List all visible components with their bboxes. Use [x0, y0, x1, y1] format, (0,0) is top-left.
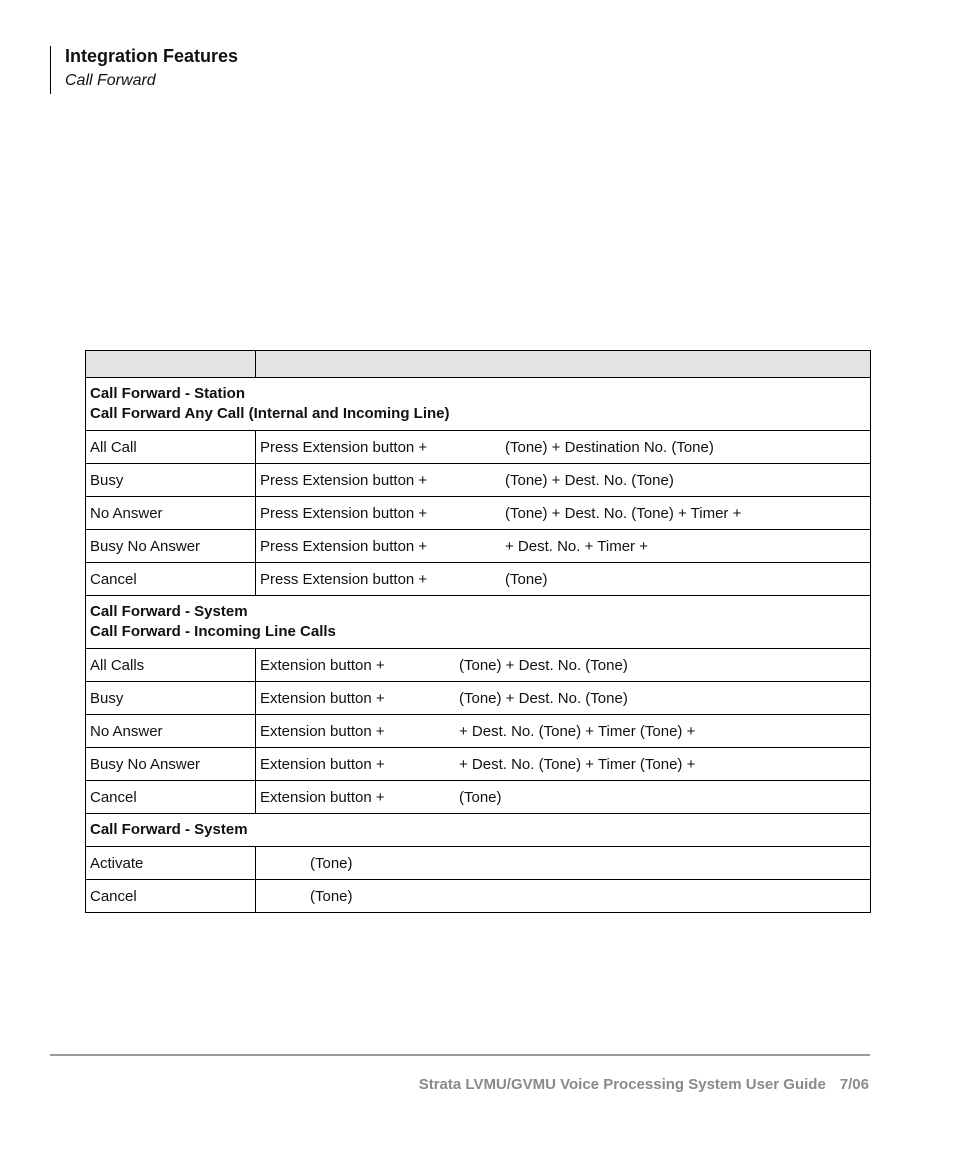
table-row: [86, 682, 871, 715]
procedure-step: Press Extension button +: [260, 471, 428, 489]
procedure-step: Press Extension button +: [260, 537, 428, 555]
table-header-row: [86, 351, 871, 378]
table-row: [86, 715, 871, 748]
header-rule: [50, 46, 51, 94]
procedure-step: (Tone): [310, 887, 353, 905]
row-procedure: [256, 431, 871, 464]
page-title: Integration Features: [65, 46, 239, 66]
procedure-step: Press Extension button +: [260, 438, 428, 456]
row-label: Busy No Answer: [86, 530, 256, 563]
row-label: No Answer: [86, 715, 256, 748]
row-label: Busy No Answer: [86, 748, 256, 781]
procedure-step: Extension button +: [260, 689, 385, 707]
section-title: Call Forward - System: [90, 603, 248, 620]
procedure-step: Press Extension button +: [260, 504, 428, 522]
row-label: Cancel: [86, 781, 256, 814]
procedure-step: Extension button +: [260, 656, 385, 674]
row-label: Busy: [86, 682, 256, 715]
table-row: [86, 847, 871, 880]
row-label: Busy: [86, 464, 256, 497]
procedure-step: Extension button +: [260, 755, 385, 773]
row-procedure: [256, 847, 871, 880]
table-row: [86, 530, 871, 563]
procedure-step: (Tone): [459, 788, 502, 806]
row-label: All Call: [86, 431, 256, 464]
procedure-step: Press Extension button +: [260, 570, 428, 588]
table-row: [86, 748, 871, 781]
procedure-step: (Tone) + Dest. No. (Tone): [459, 656, 628, 674]
section-title: Call Forward - Station: [90, 385, 246, 402]
procedure-step: (Tone) + Destination No. (Tone): [505, 438, 714, 456]
table-row: [86, 880, 871, 913]
procedure-step: (Tone) + Dest. No. (Tone): [459, 689, 628, 707]
row-label: Activate: [86, 847, 256, 880]
section-title: Call Forward - System: [90, 821, 248, 838]
table-header-cell: [256, 351, 871, 378]
procedure-step: + Dest. No. (Tone) + Timer (Tone) +: [459, 722, 696, 740]
row-procedure: [256, 748, 871, 781]
footer-date: 7/06: [839, 1076, 869, 1093]
footer-guide-title: Strata LVMU/GVMU Voice Processing System User Guide: [418, 1076, 826, 1093]
row-procedure: [256, 880, 871, 913]
section-heading-row: [86, 596, 871, 649]
row-procedure: [256, 530, 871, 563]
procedure-step: Extension button +: [260, 788, 385, 806]
row-label: Cancel: [86, 880, 256, 913]
call-forward-table: [85, 350, 871, 913]
row-procedure: [256, 715, 871, 748]
row-procedure: [256, 497, 871, 530]
section-heading-row: [86, 378, 871, 431]
section-heading: [86, 814, 871, 847]
table-row: [86, 497, 871, 530]
procedure-step: (Tone) + Dest. No. (Tone) + Timer +: [505, 504, 742, 522]
table-row: [86, 649, 871, 682]
row-procedure: [256, 649, 871, 682]
section-heading: [86, 378, 871, 431]
procedure-step: (Tone) + Dest. No. (Tone): [505, 471, 674, 489]
table-row: [86, 781, 871, 814]
row-procedure: [256, 563, 871, 596]
procedure-step: (Tone): [505, 570, 548, 588]
table-header-cell: [86, 351, 256, 378]
row-label: Cancel: [86, 563, 256, 596]
footer-rule: [50, 1054, 870, 1056]
table-row: [86, 563, 871, 596]
procedure-step: + Dest. No. + Timer +: [505, 537, 648, 555]
table-row: [86, 431, 871, 464]
section-subtitle: Call Forward - Incoming Line Calls: [90, 623, 336, 640]
procedure-step: + Dest. No. (Tone) + Timer (Tone) +: [459, 755, 696, 773]
row-procedure: [256, 682, 871, 715]
row-label: All Calls: [86, 649, 256, 682]
row-procedure: [256, 464, 871, 497]
section-heading-row: [86, 814, 871, 847]
page-subtitle: Call Forward: [65, 72, 156, 89]
section-heading: [86, 596, 871, 649]
procedure-step: (Tone): [310, 854, 353, 872]
row-label: No Answer: [86, 497, 256, 530]
table-row: [86, 464, 871, 497]
section-subtitle: Call Forward Any Call (Internal and Incoming Line): [90, 405, 450, 422]
row-procedure: [256, 781, 871, 814]
page-footer: [419, 1076, 869, 1093]
procedure-step: Extension button +: [260, 722, 385, 740]
